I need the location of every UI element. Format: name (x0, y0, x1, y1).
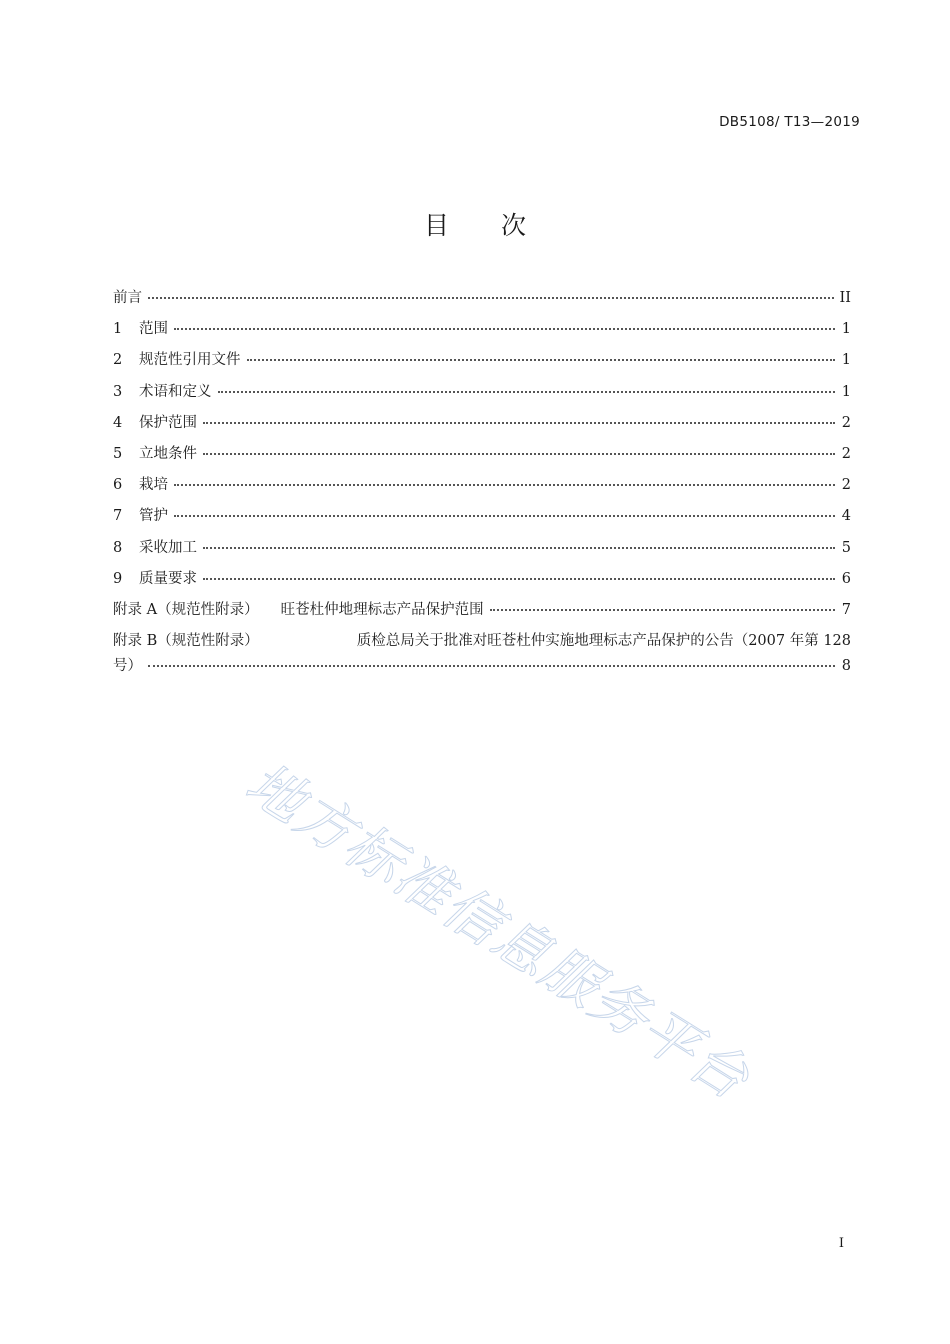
toc-entry-number: 3 (113, 383, 123, 400)
dot-leader (148, 664, 835, 667)
dot-leader (203, 452, 835, 455)
dot-leader (203, 421, 835, 424)
document-code: DB5108/ T13—2019 (719, 114, 860, 130)
toc-page-number: 1 (841, 352, 851, 369)
toc-entry-number: 7 (113, 508, 123, 525)
toc-entry-7[interactable] (113, 504, 851, 535)
toc-entry-label: 保护范围 (139, 414, 197, 431)
toc-entry-number: 6 (113, 477, 123, 494)
toc-entry-number: 2 (113, 352, 123, 369)
toc-page-number: 1 (841, 383, 851, 400)
watermark: 地方标准信息服务平台 (234, 750, 761, 1114)
toc-entry-8[interactable] (113, 536, 851, 567)
toc-entry-appendix-b[interactable] (113, 629, 851, 679)
toc-entry-number: 4 (113, 414, 123, 431)
table-of-contents (113, 286, 851, 679)
toc-entry-1[interactable] (113, 317, 851, 348)
page-title: 目 次 (424, 211, 548, 240)
dot-leader (218, 390, 836, 393)
toc-page-number: 1 (841, 321, 851, 338)
toc-entry-label: 质量要求 (139, 570, 197, 587)
toc-page-number: 5 (841, 539, 851, 556)
toc-entry-2[interactable] (113, 348, 851, 379)
toc-entry-appendix-a[interactable] (113, 598, 851, 629)
appendix-a-title: 旺苍杜仲地理标志产品保护范围 (280, 601, 484, 618)
appendix-b-title-line1: 质检总局关于批准对旺苍杜仲实施地理标志产品保护的公告（2007 年第 128 (356, 633, 851, 650)
toc-page-number: 4 (841, 508, 851, 525)
toc-entry-label: 范围 (139, 321, 168, 338)
toc-entry-number: 5 (113, 445, 123, 462)
toc-page-number: II (839, 290, 851, 306)
dot-leader (203, 577, 835, 580)
toc-entry-label: 术语和定义 (139, 383, 212, 400)
dot-leader (174, 514, 835, 517)
dot-leader (203, 546, 835, 549)
toc-entry-number: 1 (113, 321, 123, 338)
appendix-a-label: 附录 A（规范性附录） (113, 601, 259, 618)
toc-page-number: 6 (841, 570, 851, 587)
toc-entry-label: 管护 (139, 508, 168, 525)
toc-page-number: 2 (841, 445, 851, 462)
toc-entry-3[interactable] (113, 380, 851, 411)
toc-entry-foreword[interactable] (113, 286, 851, 317)
dot-leader (148, 296, 834, 299)
page-number: I (838, 1236, 844, 1251)
toc-entry-label: 前言 (113, 290, 142, 306)
toc-entry-label: 栽培 (139, 477, 168, 494)
toc-page-number: 2 (841, 477, 851, 494)
toc-entry-label: 采收加工 (139, 539, 197, 556)
toc-entry-label: 规范性引用文件 (139, 352, 241, 369)
toc-page-number: 8 (841, 658, 851, 675)
dot-leader (490, 608, 835, 611)
dot-leader (247, 358, 836, 361)
toc-entry-number: 8 (113, 539, 123, 556)
dot-leader (174, 483, 835, 486)
toc-entry-number: 9 (113, 570, 123, 587)
toc-entry-6[interactable] (113, 473, 851, 504)
appendix-b-title-line2: 号） (113, 658, 142, 675)
toc-entry-5[interactable] (113, 442, 851, 473)
appendix-b-label: 附录 B（规范性附录） (113, 633, 259, 650)
dot-leader (174, 327, 835, 330)
toc-page-number: 7 (841, 601, 851, 618)
toc-entry-label: 立地条件 (139, 445, 197, 462)
toc-entry-4[interactable] (113, 411, 851, 442)
toc-page-number: 2 (841, 414, 851, 431)
toc-entry-9[interactable] (113, 567, 851, 598)
